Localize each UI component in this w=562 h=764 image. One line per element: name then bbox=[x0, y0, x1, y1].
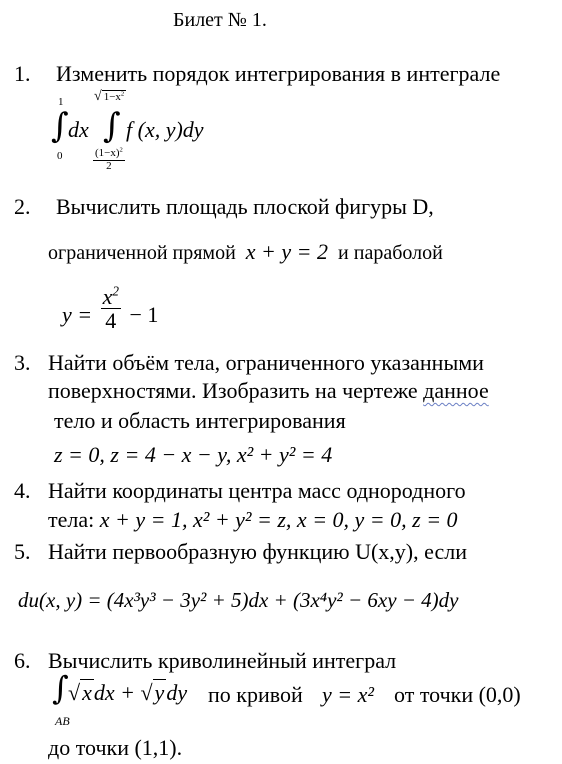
outer-lower-limit: 0 bbox=[57, 150, 63, 162]
task-5-line1: Найти первообразную функцию U(x,y), если bbox=[48, 539, 467, 564]
task-2-line2: ограниченной прямой x + y = 2 и параболой bbox=[48, 239, 443, 264]
outer-upper-limit: 1 bbox=[58, 96, 64, 108]
task-4-formula: x + y = 1, x² + y² = z, x = 0, y = 0, z = 0 bbox=[99, 507, 458, 532]
wavy-underlined-word: данное bbox=[423, 378, 489, 403]
outer-integral-sign: ∫ bbox=[51, 106, 69, 146]
inner-lower-limit: $\frac{(1-x)^2}{2}$ bbox=[95, 146, 123, 172]
integrand: f (x, y)dy bbox=[126, 117, 204, 142]
task-6-line3: до точки (1,1). bbox=[48, 735, 183, 760]
task-3-line3: тело и область интегрирования bbox=[54, 408, 346, 433]
task-5-number: 5. bbox=[14, 539, 31, 564]
task-3-number: 3. bbox=[14, 350, 31, 375]
task-3-line2: поверхностями. Изобразить на чертеже данное bbox=[48, 378, 489, 403]
task-6-curve-text: по кривой bbox=[208, 682, 303, 707]
line-equation: x + y = 2 bbox=[245, 239, 329, 264]
task-5-formula: du(x, y) = (4x³y³ − 3y² + 5)dx + (3x⁴y² − 6xy − 4)dy bbox=[18, 588, 459, 612]
task-6-number: 6. bbox=[14, 648, 31, 673]
task-4-line1: Найти координаты центра масс однородного bbox=[48, 478, 466, 503]
outer-differential: dx bbox=[68, 117, 89, 142]
task-6-line1: Вычислить криволинейный интеграл bbox=[48, 648, 397, 673]
task-6-from-point: от точки (0,0) bbox=[394, 682, 521, 707]
task-2-number: 2. bbox=[14, 194, 31, 219]
task-4-number: 4. bbox=[14, 478, 31, 503]
task-6-integrand: √xdx + √ydy bbox=[68, 680, 188, 705]
inner-integral-sign: ∫ bbox=[103, 106, 121, 146]
task-1-number: 1. bbox=[14, 61, 31, 86]
ticket-title: Билет № 1. bbox=[173, 9, 267, 31]
task-6-curve: y = x² bbox=[322, 682, 374, 707]
task-2-formula: y = $\frac{x^2}{4}$ − 1 bbox=[62, 283, 159, 334]
inner-upper-limit: √ $1-x^2$ bbox=[94, 89, 125, 104]
task-1-text: Изменить порядок интегрирования в интеграле bbox=[56, 61, 501, 86]
task-2-text: Вычислить площадь плоской фигуры D, bbox=[56, 194, 434, 219]
task-4-line2: тела: x + y = 1, x² + y² = z, x = 0, y = 0, z = 0 bbox=[48, 507, 458, 532]
task-3-line1: Найти объём тела, ограниченного указанными bbox=[48, 350, 484, 375]
integral-path-label: AB bbox=[55, 714, 70, 728]
line-integral-sign: ∫ bbox=[52, 669, 69, 707]
task-3-formula: z = 0, z = 4 − x − y, x² + y² = 4 bbox=[54, 442, 333, 467]
